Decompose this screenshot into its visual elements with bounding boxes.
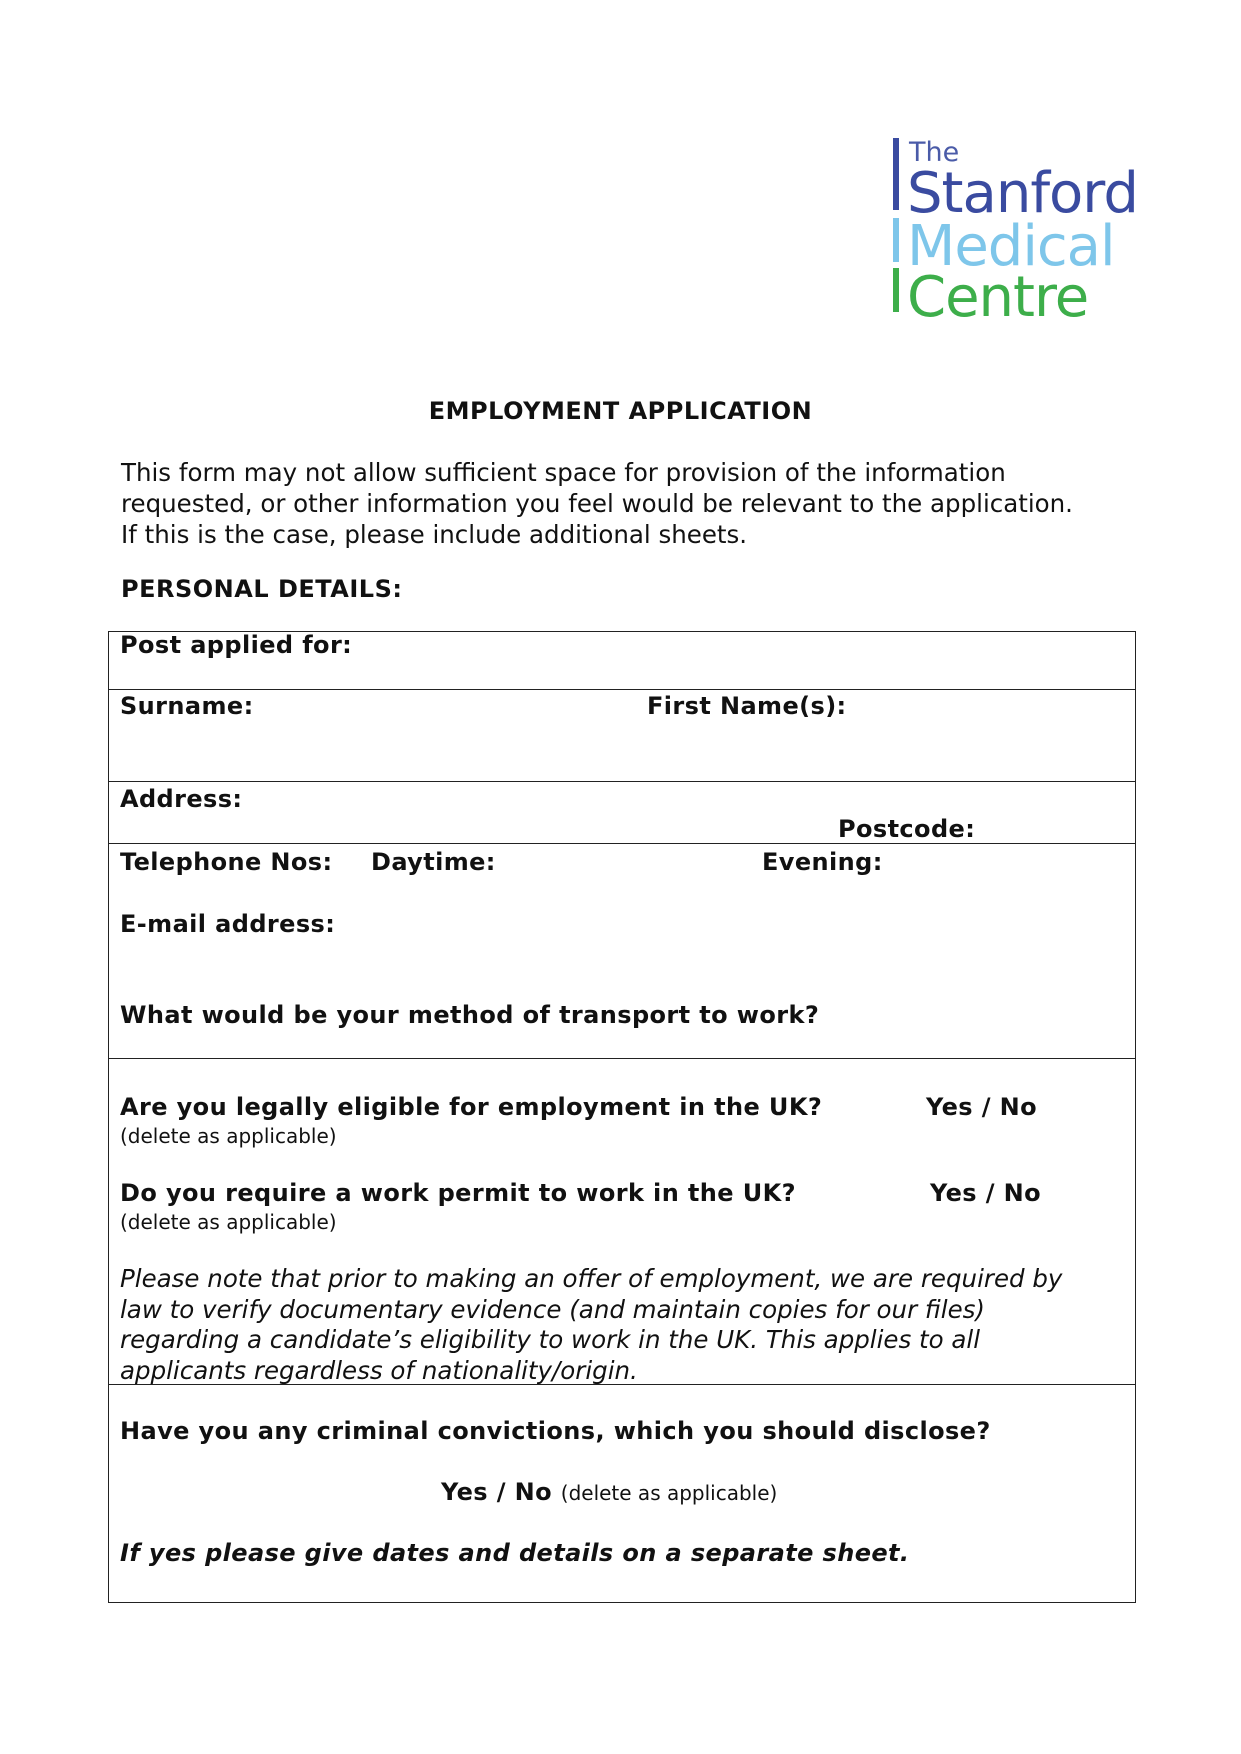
stanford-medical-centre-logo — [893, 137, 1138, 330]
post-applied-for-label: Post applied for: — [120, 631, 353, 659]
verification-note-line: applicants regardless of nationality/origin. — [120, 1355, 638, 1385]
verification-note-line: regarding a candidate’s eligibility to work in the UK. This applies to all — [120, 1325, 981, 1354]
convictions-question: Have you any criminal convictions, which you should disclose? — [120, 1417, 991, 1445]
page-title: EMPLOYMENT APPLICATION — [428, 397, 813, 425]
row-divider — [108, 689, 1136, 690]
verification-note-line: law to verify documentary evidence (and maintain copies for our files) — [120, 1294, 985, 1324]
intro-paragraph — [121, 457, 1161, 550]
logo-text-medical: Medical — [907, 214, 1115, 279]
row-divider — [108, 843, 1136, 844]
convictions-yes-no: Yes / No — [441, 1478, 552, 1506]
daytime-label: Daytime: — [371, 848, 496, 876]
address-label: Address: — [120, 785, 243, 813]
verification-note-line: Please note that prior to making an offer of employment, we are required by — [120, 1264, 1063, 1293]
intro-line: requested, or other information you feel would be relevant to the application. — [121, 489, 1073, 518]
eligibility-note: (delete as applicable) — [120, 1124, 337, 1148]
email-label: E-mail address: — [120, 910, 336, 938]
work-permit-note: (delete as applicable) — [120, 1210, 337, 1234]
postcode-label: Postcode: — [838, 815, 976, 843]
intro-line: If this is the case, please include additional sheets. — [121, 520, 748, 549]
evening-label: Evening: — [762, 848, 883, 876]
telephone-label: Telephone Nos: — [120, 848, 333, 876]
work-permit-question: Do you require a work permit to work in the UK? — [120, 1179, 796, 1207]
logo-bar-green — [893, 268, 899, 312]
intro-line: This form may not allow sufficient space for provision of the information — [121, 458, 1006, 487]
convictions-followup: If yes please give dates and details on a separate sheet. — [120, 1539, 910, 1567]
logo-bar-light-blue — [893, 218, 899, 262]
logo-text-centre: Centre — [907, 265, 1089, 330]
logo-text-the: The — [909, 137, 960, 168]
transport-question: What would be your method of transport to work? — [120, 1001, 820, 1029]
work-permit-yes-no: Yes / No — [930, 1179, 1041, 1207]
first-names-label: First Name(s): — [647, 692, 847, 720]
verification-note — [120, 1264, 1130, 1386]
convictions-answer-row — [441, 1478, 777, 1506]
convictions-note: (delete as applicable) — [560, 1481, 778, 1505]
section-heading-personal-details: PERSONAL DETAILS: — [121, 575, 403, 603]
eligibility-yes-no: Yes / No — [926, 1093, 1037, 1121]
row-divider — [108, 781, 1136, 782]
row-divider — [108, 1058, 1136, 1059]
surname-label: Surname: — [120, 692, 254, 720]
logo-text-stanford: Stanford — [907, 161, 1138, 226]
logo-bar-blue — [893, 138, 899, 210]
eligibility-question: Are you legally eligible for employment in the UK? — [120, 1093, 823, 1121]
